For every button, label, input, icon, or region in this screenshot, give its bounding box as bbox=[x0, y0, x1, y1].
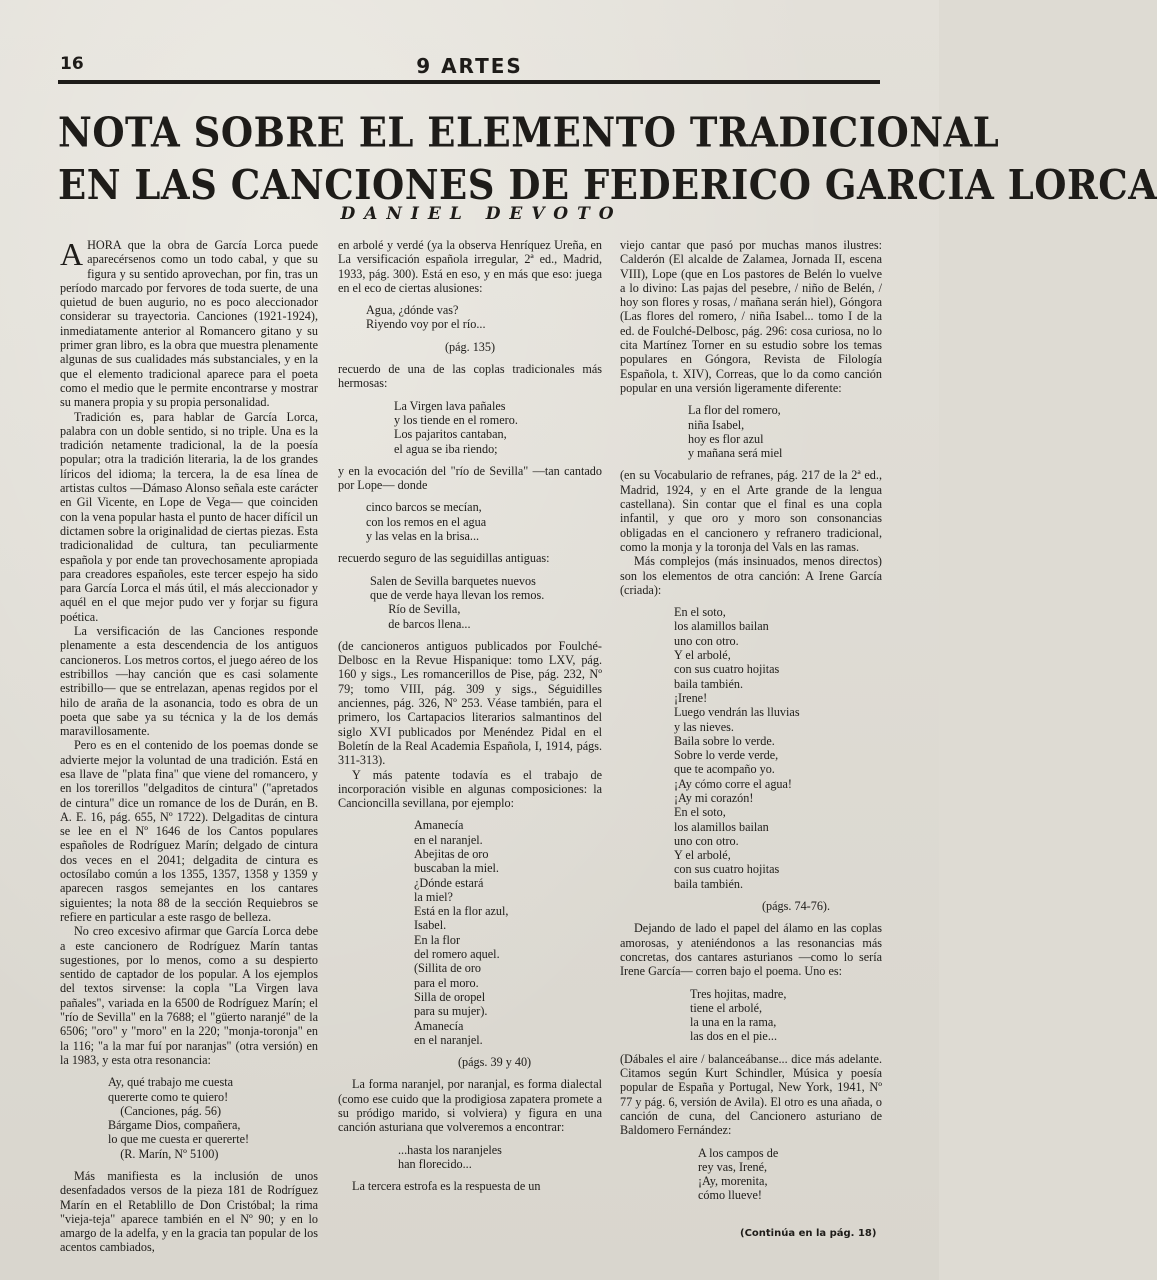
verse-block bbox=[108, 1075, 318, 1161]
drop-cap: A bbox=[60, 236, 84, 272]
verse-line: La flor del romero, bbox=[688, 403, 781, 418]
verse-line: niña Isabel, bbox=[688, 417, 745, 432]
verse-line: A los campos de bbox=[698, 1145, 779, 1160]
verse-line: Bárgame Dios, compañera, bbox=[108, 1118, 241, 1133]
verse-line: Riyendo voy por el río... bbox=[366, 317, 486, 332]
verse-line: ¿Dónde estará bbox=[414, 875, 484, 890]
paragraph: Más complejos (más insinuados, menos directos) son los elementos de otra canción: A Irene García (criada): bbox=[620, 554, 882, 597]
verse-line: uno con otro. bbox=[674, 833, 739, 848]
verse-line: ¡Ay cómo corre el agua! bbox=[674, 776, 792, 791]
verse-line: los alamillos bailan bbox=[674, 619, 769, 634]
verse-block bbox=[688, 403, 882, 460]
verse-line: ¡Irene! bbox=[674, 690, 708, 705]
verse-line: han florecido... bbox=[398, 1156, 472, 1171]
verse-line: Agua, ¿dónde vas? bbox=[366, 303, 459, 318]
verse-line: y las nieves. bbox=[674, 719, 734, 734]
title-line-2: EN LAS CANCIONES DE FEDERICO GARCIA LORCA bbox=[58, 159, 1157, 210]
verse-line: lo que me cuesta er quererte! bbox=[108, 1132, 250, 1147]
verse-line: Baila sobre lo verde. bbox=[674, 733, 775, 748]
verse-block bbox=[394, 399, 602, 456]
header-rule bbox=[58, 80, 880, 84]
verse-line: (R. Marín, Nº 5100) bbox=[108, 1146, 219, 1161]
verse-block bbox=[366, 303, 602, 332]
verse-block bbox=[370, 574, 602, 631]
article-title bbox=[58, 106, 1157, 211]
paragraph: La versificación de las Canciones responde plenamente a esta descendencia de los antiguos cancioneros. Los metros cortos, el juego aéreo de los estribillos —hay canción que es casi solamente estribillo— que se entrelazan, apenas regidos por el hilo de araña de la asonancia, todo es obra de un poeta que sabe ya su técnica y la de los demás maravillosamente. bbox=[60, 624, 318, 739]
citation: (pág. 135) bbox=[444, 339, 496, 354]
verse-line: Amanecía bbox=[414, 818, 464, 833]
verse-line: y las velas en la brisa... bbox=[366, 529, 480, 544]
byline: DANIEL DEVOTO bbox=[340, 204, 623, 224]
verse-line: rey vas, Irené, bbox=[698, 1159, 768, 1174]
verse-line: (Canciones, pág. 56) bbox=[108, 1103, 222, 1118]
verse-line: Luego vendrán las lluvias bbox=[674, 705, 800, 720]
continued-note: (Continúa en la pág. 18) bbox=[740, 1228, 877, 1239]
verse-line: ...hasta los naranjeles bbox=[398, 1142, 502, 1157]
verse-line: La Virgen lava pañales bbox=[394, 398, 506, 413]
verse-line: para su mujer). bbox=[414, 1004, 488, 1019]
verse-line: Tres hojitas, madre, bbox=[690, 986, 787, 1001]
verse-line: Isabel. bbox=[414, 918, 447, 933]
verse-line: de barcos llena... bbox=[370, 616, 471, 631]
verse-line: el agua se iba riendo; bbox=[394, 441, 498, 456]
verse-line: que te acompaño yo. bbox=[674, 762, 775, 777]
paragraph: No creo excesivo afirmar que García Lorca debe a este cancionero de Rodríguez Marín tantas sugestiones, por lo menos, como a su despierto sentido de captador de los popular. A los ejemplos del textos sirvense: la copla "La Virgen lava pañales", variada en la 6500 de Rodríguez Marín; el "río de Sevilla" en la 7688; el "güerto naranjé" de la 6506; "oro" y "moro" en la 220; "monja-toronja" en la 116; "a la mar fuí por naranjas" (otra versión) en la 1983, y esta otra resonancia: bbox=[60, 924, 318, 1067]
verse-line: Y el arbolé, bbox=[674, 648, 731, 663]
verse-line: ¡Ay, morenita, bbox=[698, 1174, 768, 1189]
title-line-1: NOTA SOBRE EL ELEMENTO TRADICIONAL bbox=[58, 107, 1000, 157]
verse-line: baila también. bbox=[674, 676, 744, 691]
verse-line: en el naranjel. bbox=[414, 832, 483, 847]
verse-line: la una en la rama, bbox=[690, 1015, 777, 1030]
verse-line: con sus cuatro hojitas bbox=[674, 662, 780, 677]
verse-line: que de verde haya llevan los remos. bbox=[370, 587, 545, 602]
verse-line: uno con otro. bbox=[674, 633, 739, 648]
verse-block bbox=[414, 818, 602, 1047]
column-3 bbox=[620, 238, 882, 1211]
verse-line: Sobre lo verde verde, bbox=[674, 748, 779, 763]
verse-line: En la flor bbox=[414, 932, 461, 947]
verse-line: (Sillita de oro bbox=[414, 961, 482, 976]
verse-line: quererte como te quiero! bbox=[108, 1089, 229, 1104]
column-2 bbox=[338, 238, 602, 1194]
verse-block bbox=[690, 987, 882, 1044]
verse-line: hoy es flor azul bbox=[688, 431, 764, 446]
paragraph: (de cancioneros antiguos publicados por Foulché-Delbosc en la Revue Hispanique: tomo LXV, pág. 160 y sigs., Les romancerillos de Pise, pág. 232, Nº 79; tomo VIII, pág. 309 y sigs., Séguidilles anciennes, pág. 326, Nº 253. Véase también, para el primero, los Cartapacios literarios salmantinos del siglo XVI publicados por Menéndez Pidal en el Boletín de la Real Academia Española, I, 1914, págs. 311-313). bbox=[338, 638, 602, 768]
paragraph: y en la evocación del "río de Sevilla" —tan cantado por Lope— donde bbox=[338, 463, 602, 493]
verse-line: Salen de Sevilla barquetes nuevos bbox=[370, 573, 536, 588]
verse-line: con sus cuatro hojitas bbox=[674, 862, 780, 877]
verse-line: y mañana será miel bbox=[688, 446, 783, 461]
page-number: 16 bbox=[60, 54, 84, 74]
citation: (págs. 74-76). bbox=[762, 899, 831, 914]
verse-line: en el naranjel. bbox=[414, 1032, 483, 1047]
verse-line: la miel? bbox=[414, 889, 453, 904]
citation: (págs. 39 y 40) bbox=[458, 1055, 532, 1070]
paragraph: Tradición es, para hablar de García Lorca, palabra con un doble sentido, si no triple. Una es la tradición netamente tradicional, la de la poesía popular; otra la tradición literaria, la de los grandes líricos del idioma; la tercera, la de esa línea de artistas cultos —Dámaso Alonso señala este carácter en Gil Vicente, en Lope de Vega— que coinciden con la vena popular hasta el punto de hacer difícil un dictamen sobre la originalidad de ciertas piezas. Esta tradicionalidad de cultura, tan peculiarmente española y por ende tan provechosamente apropiada para creadores españoles, este tercer espejo ha sido para García Lorca el más útil, el más aleccionador y aquél en el que mejor pudo ver y forjar su figura poética. bbox=[60, 409, 318, 624]
verse-block bbox=[398, 1143, 602, 1172]
verse-line: para el moro. bbox=[414, 975, 479, 990]
paragraph: viejo cantar que pasó por muchas manos ilustres: Calderón (El alcalde de Zalamea, Jornada II, escena VIII), Lope (que en Los pastores de Belén lo vuelve a lo divino: Las pajas del pesebre, / niño de Belén, / hoy son flores y rosas, / mañana serán hiel), Góngora (Las flores del romero, / niña Isabel... tomo I de la ed. de Foulché-Delbosc, pág. 296: cosa curiosa, no lo cita Martínez Torner en su estudio sobre los temas populares en Góngora, Revista de Filología Española, t. XIV), Correas, que lo da como canción popular en una versión ligeramente diferente: bbox=[620, 238, 882, 395]
verse-line: Y el arbolé, bbox=[674, 848, 731, 863]
verse-line: con los remos en el agua bbox=[366, 514, 487, 529]
paragraph: Pero es en el contenido de los poemas donde se advierte mejor la voluntad de una tradición. Está en esa llave de "plata fina" que viene del romancero, y en los torerillos "delgaditos de cintura" ("apretados de cintura" dice un romance de los de Durán, en B. A. E. 16, pág. 655, Nº 1722). Delgaditas de cintura se lee en el Nº 1646 de los Cantos populares españoles de Rodríguez Marín; delgado de cintura dos veces en el 2041; delgadita de cintura es octosílabo común a los 1355, 1357, 1358 y 1359 y aparecen rasgos semejantes en los cantares siguientes; la nota 88 de la sección Requiebros se refiere en particular a este rasgo de belleza. bbox=[60, 738, 318, 924]
paragraph: recuerdo seguro de las seguidillas antiguas: bbox=[338, 551, 550, 566]
verse-block bbox=[674, 605, 882, 891]
paragraph: en arbolé y verdé (ya la observa Henríquez Ureña, en La versificación española irregular, 2ª ed., Madrid, 1933, pág. 300). Está en eso, y en más que eso: juega en el eco de ciertas alusiones: bbox=[338, 238, 602, 295]
verse-line: cómo llueve! bbox=[698, 1188, 762, 1203]
paragraph: La tercera estrofa es la respuesta de un bbox=[352, 1179, 541, 1194]
verse-line: ¡Ay mi corazón! bbox=[674, 790, 754, 805]
paragraph: Dejando de lado el papel del álamo en las coplas amorosas, y ateniéndonos a las resonancias más concretas, dos cantares asturianos —como lo sería Irene García— corren bajo el poema. Uno es: bbox=[620, 921, 882, 979]
verse-line: En el soto, bbox=[674, 805, 726, 820]
paragraph bbox=[60, 238, 318, 410]
verse-line: Río de Sevilla, bbox=[370, 602, 461, 617]
paragraph: (en su Vocabulario de refranes, pág. 217 de la 2ª ed., Madrid, 1924, y en el Arte grande de la lengua castellana). Sin contar que el final es una copla infantil, y que oro y moro son consonancias obligadas en el cancionero y refranero tradicional, como la monja y la toronja del Vals en las ramas. bbox=[620, 468, 882, 554]
verse-line: cinco barcos se mecían, bbox=[366, 500, 482, 515]
paragraph-text: HORA que la obra de García Lorca puede aparecérsenos como un todo cabal, y que su figura y su sentido aprovechan, por fin, tras un período marcado por fervores de toda suerte, de una quietud de buen augurio, no es poco aleccionador considerar su trayectoria. Canciones (1921-1924), inmediatamente anterior al Romancero gitano y su primer gran libro, es la obra que muestra plenamente algunas de sus cualidades más substanciales, y en la que el elemento tradicional aparece para el poeta como el medio que le permite encontrarse y mostrar su manera propia y su propia personalidad. bbox=[60, 238, 318, 410]
verse-line: Amanecía bbox=[414, 1018, 464, 1033]
verse-line: buscaban la miel. bbox=[414, 861, 499, 876]
paragraph: (Dábales el aire / balanceábanse... dice más adelante. Citamos según Kurt Schindler, Música y poesía popular de España y Portugal, New York, 1941, Nº 77 y pág. 6, versión de Avila). El otro es una añada, o canción de cuna, del Cancionero asturiano de Baldomero Fernández: bbox=[620, 1051, 882, 1138]
paragraph: Y más patente todavía es el trabajo de incorporación visible en algunas composiciones: la Cancioncilla sevillana, por ejemplo: bbox=[338, 767, 602, 811]
verse-block bbox=[366, 500, 602, 543]
verse-line: Los pajaritos cantaban, bbox=[394, 427, 507, 442]
verse-line: tiene el arbolé, bbox=[690, 1000, 763, 1015]
verse-line: Abejitas de oro bbox=[414, 846, 489, 861]
column-1 bbox=[60, 238, 318, 1255]
verse-line: del romero aquel. bbox=[414, 947, 500, 962]
magazine-title: 9 ARTES bbox=[416, 54, 523, 78]
verse-line: Ay, qué trabajo me cuesta bbox=[108, 1075, 233, 1090]
paragraph: recuerdo de una de las coplas tradicionales más hermosas: bbox=[338, 362, 602, 391]
verse-line: las dos en el pie... bbox=[690, 1029, 777, 1044]
verse-line: En el soto, bbox=[674, 605, 726, 620]
verse-block bbox=[698, 1146, 882, 1203]
verse-line: baila también. bbox=[674, 876, 744, 891]
paragraph: La forma naranjel, por naranjal, es forma dialectal (como ese cuido que la prodigiosa zapatera promete a su pródigo marido, si volviera) y figura en una canción asturiana que volveremos a encontrar: bbox=[338, 1077, 602, 1135]
verse-line: los alamillos bailan bbox=[674, 819, 769, 834]
verse-line: Está en la flor azul, bbox=[414, 904, 509, 919]
verse-line: y los tiende en el romero. bbox=[394, 412, 518, 427]
paragraph: Más manifiesta es la inclusión de unos desenfadados versos de la pieza 181 de Rodríguez Marín en el Retablillo de Don Cristóbal; la rima "vieja-teja" aparece también en el Nº 90; y en lo amargo de la adelfa, y en la gracia tan popular de los acentos cambiados, bbox=[60, 1169, 318, 1255]
verse-line: Silla de oropel bbox=[414, 989, 486, 1004]
